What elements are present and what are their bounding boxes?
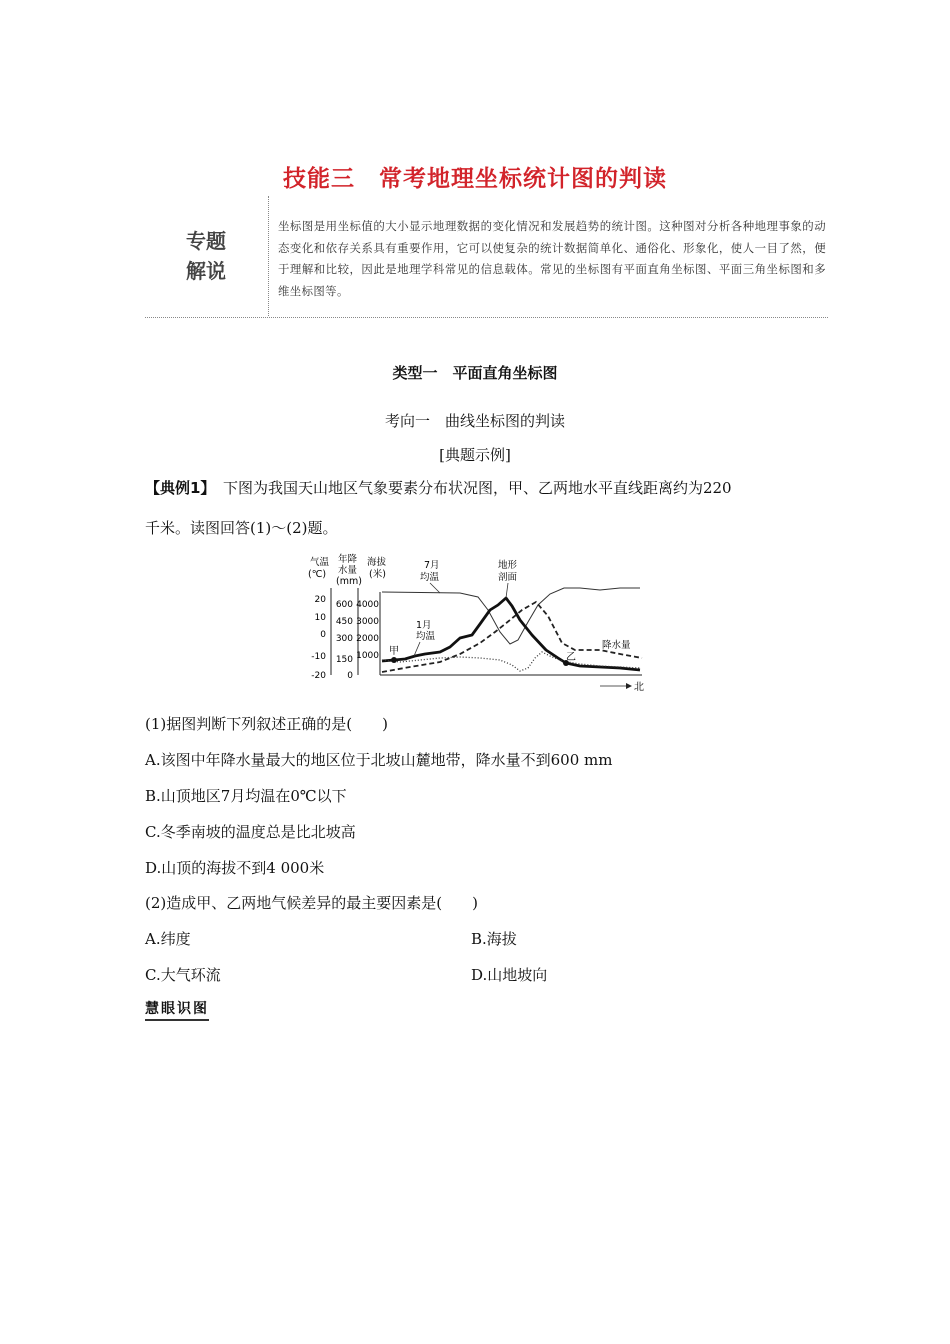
q1-option-c: C.冬季南坡的温度总是比北坡高 — [145, 823, 356, 841]
precip-label: 降水量 — [602, 640, 631, 651]
north-arrow-head — [626, 683, 632, 689]
q2-option-a: A.纬度 — [145, 930, 191, 948]
july-label-1: 7月 — [424, 560, 440, 571]
temp-tick-m10: -10 — [311, 652, 326, 662]
q2-option-c: C.大气环流 — [145, 966, 221, 984]
temp-tick-10: 10 — [314, 613, 326, 623]
precip-axis-title-2: 水量 — [338, 565, 358, 576]
elev-axis-title-1: 海拔 — [367, 557, 387, 568]
elev-tick-2000: 2000 — [356, 634, 379, 644]
q1-option-d: D.山顶的海拔不到4 000米 — [145, 859, 325, 877]
precip-axis-title-1: 年降 — [338, 554, 358, 565]
yi-label: 乙 — [566, 652, 576, 663]
page-title: 技能三 常考地理坐标统计图的判读 — [283, 166, 667, 192]
elev-tick-3000: 3000 — [356, 617, 379, 627]
q1-stem: (1)据图判断下列叙述正确的是( ) — [145, 715, 388, 733]
jan-label-1: 1月 — [416, 620, 432, 631]
intro-label-line2: 解说 — [186, 259, 226, 283]
jan-label-2: 均温 — [416, 631, 436, 642]
temp-tick-m20: -20 — [311, 671, 326, 681]
q2-option-d: D.山地坡向 — [471, 966, 548, 984]
temp-tick-0: 0 — [320, 630, 326, 640]
example-label: [典题示例] — [439, 446, 511, 464]
precip-tick-0: 0 — [347, 671, 353, 681]
q1-option-a: A.该图中年降水量最大的地区位于北坡山麓地带，降水量不到600 mm — [145, 751, 613, 769]
elev-axis-title-2: (米) — [369, 569, 386, 580]
precip-axis-title-3: (mm) — [336, 576, 362, 587]
q2-option-b: B.海拔 — [471, 930, 517, 948]
profile-label-2: 剖面 — [498, 572, 518, 583]
profile-label-1: 地形 — [498, 560, 518, 571]
q2-stem: (2)造成甲、乙两地气候差异的最主要因素是( ) — [145, 894, 478, 912]
intro-text: 坐标图是用坐标值的大小显示地理数据的变化情况和发展趋势的统计图。这种图对分析各种地理事象的动态变化和依存关系具有重要作用，它可以使复杂的统计数据简单化、通俗化、形象化，使人一目了然，便于理解和比较，因此是地理学科常见的信息载体。常见的坐标图有平面直角坐标图、平面三角坐标图和多维坐标图等。 — [278, 219, 826, 298]
type-heading: 类型一 平面直角坐标图 — [392, 364, 558, 382]
elev-tick-1000: 1000 — [356, 651, 379, 661]
temp-tick-20: 20 — [314, 595, 326, 605]
climate-profile-figure — [300, 550, 650, 700]
july-leader — [430, 583, 440, 593]
profile-leader — [506, 583, 508, 598]
intro-label-line1: 专题 — [186, 229, 226, 253]
example-stem-line2: 千米。读图回答(1)～(2)题。 — [145, 519, 338, 537]
example-tag: 【典例1】 — [145, 479, 208, 497]
july-label-2: 均温 — [420, 572, 440, 583]
tip-label: 慧眼识图 — [145, 998, 209, 1021]
intro-label — [175, 226, 237, 286]
temp-axis-title-2: (℃) — [308, 569, 327, 580]
precip-tick-450: 450 — [335, 617, 353, 627]
q1-option-b: B.山顶地区7月均温在0℃以下 — [145, 787, 347, 805]
example-stem-line1 — [145, 477, 732, 498]
precip-tick-300: 300 — [335, 634, 353, 644]
intro-divider — [268, 196, 269, 316]
north-label: 北 — [634, 682, 644, 693]
example-stem-text: 下图为我国天山地区气象要素分布状况图，甲、乙两地水平直线距离约为220 — [207, 479, 732, 497]
direction-heading: 考向一 曲线坐标图的判读 — [384, 412, 565, 430]
jia-point — [391, 657, 397, 663]
precip-tick-150: 150 — [335, 655, 353, 665]
temp-axis-title-1: 气温 — [310, 557, 330, 568]
jia-label: 甲 — [389, 646, 399, 657]
section-divider — [145, 317, 828, 318]
elev-tick-4000: 4000 — [356, 600, 379, 610]
precip-tick-600: 600 — [335, 600, 353, 610]
